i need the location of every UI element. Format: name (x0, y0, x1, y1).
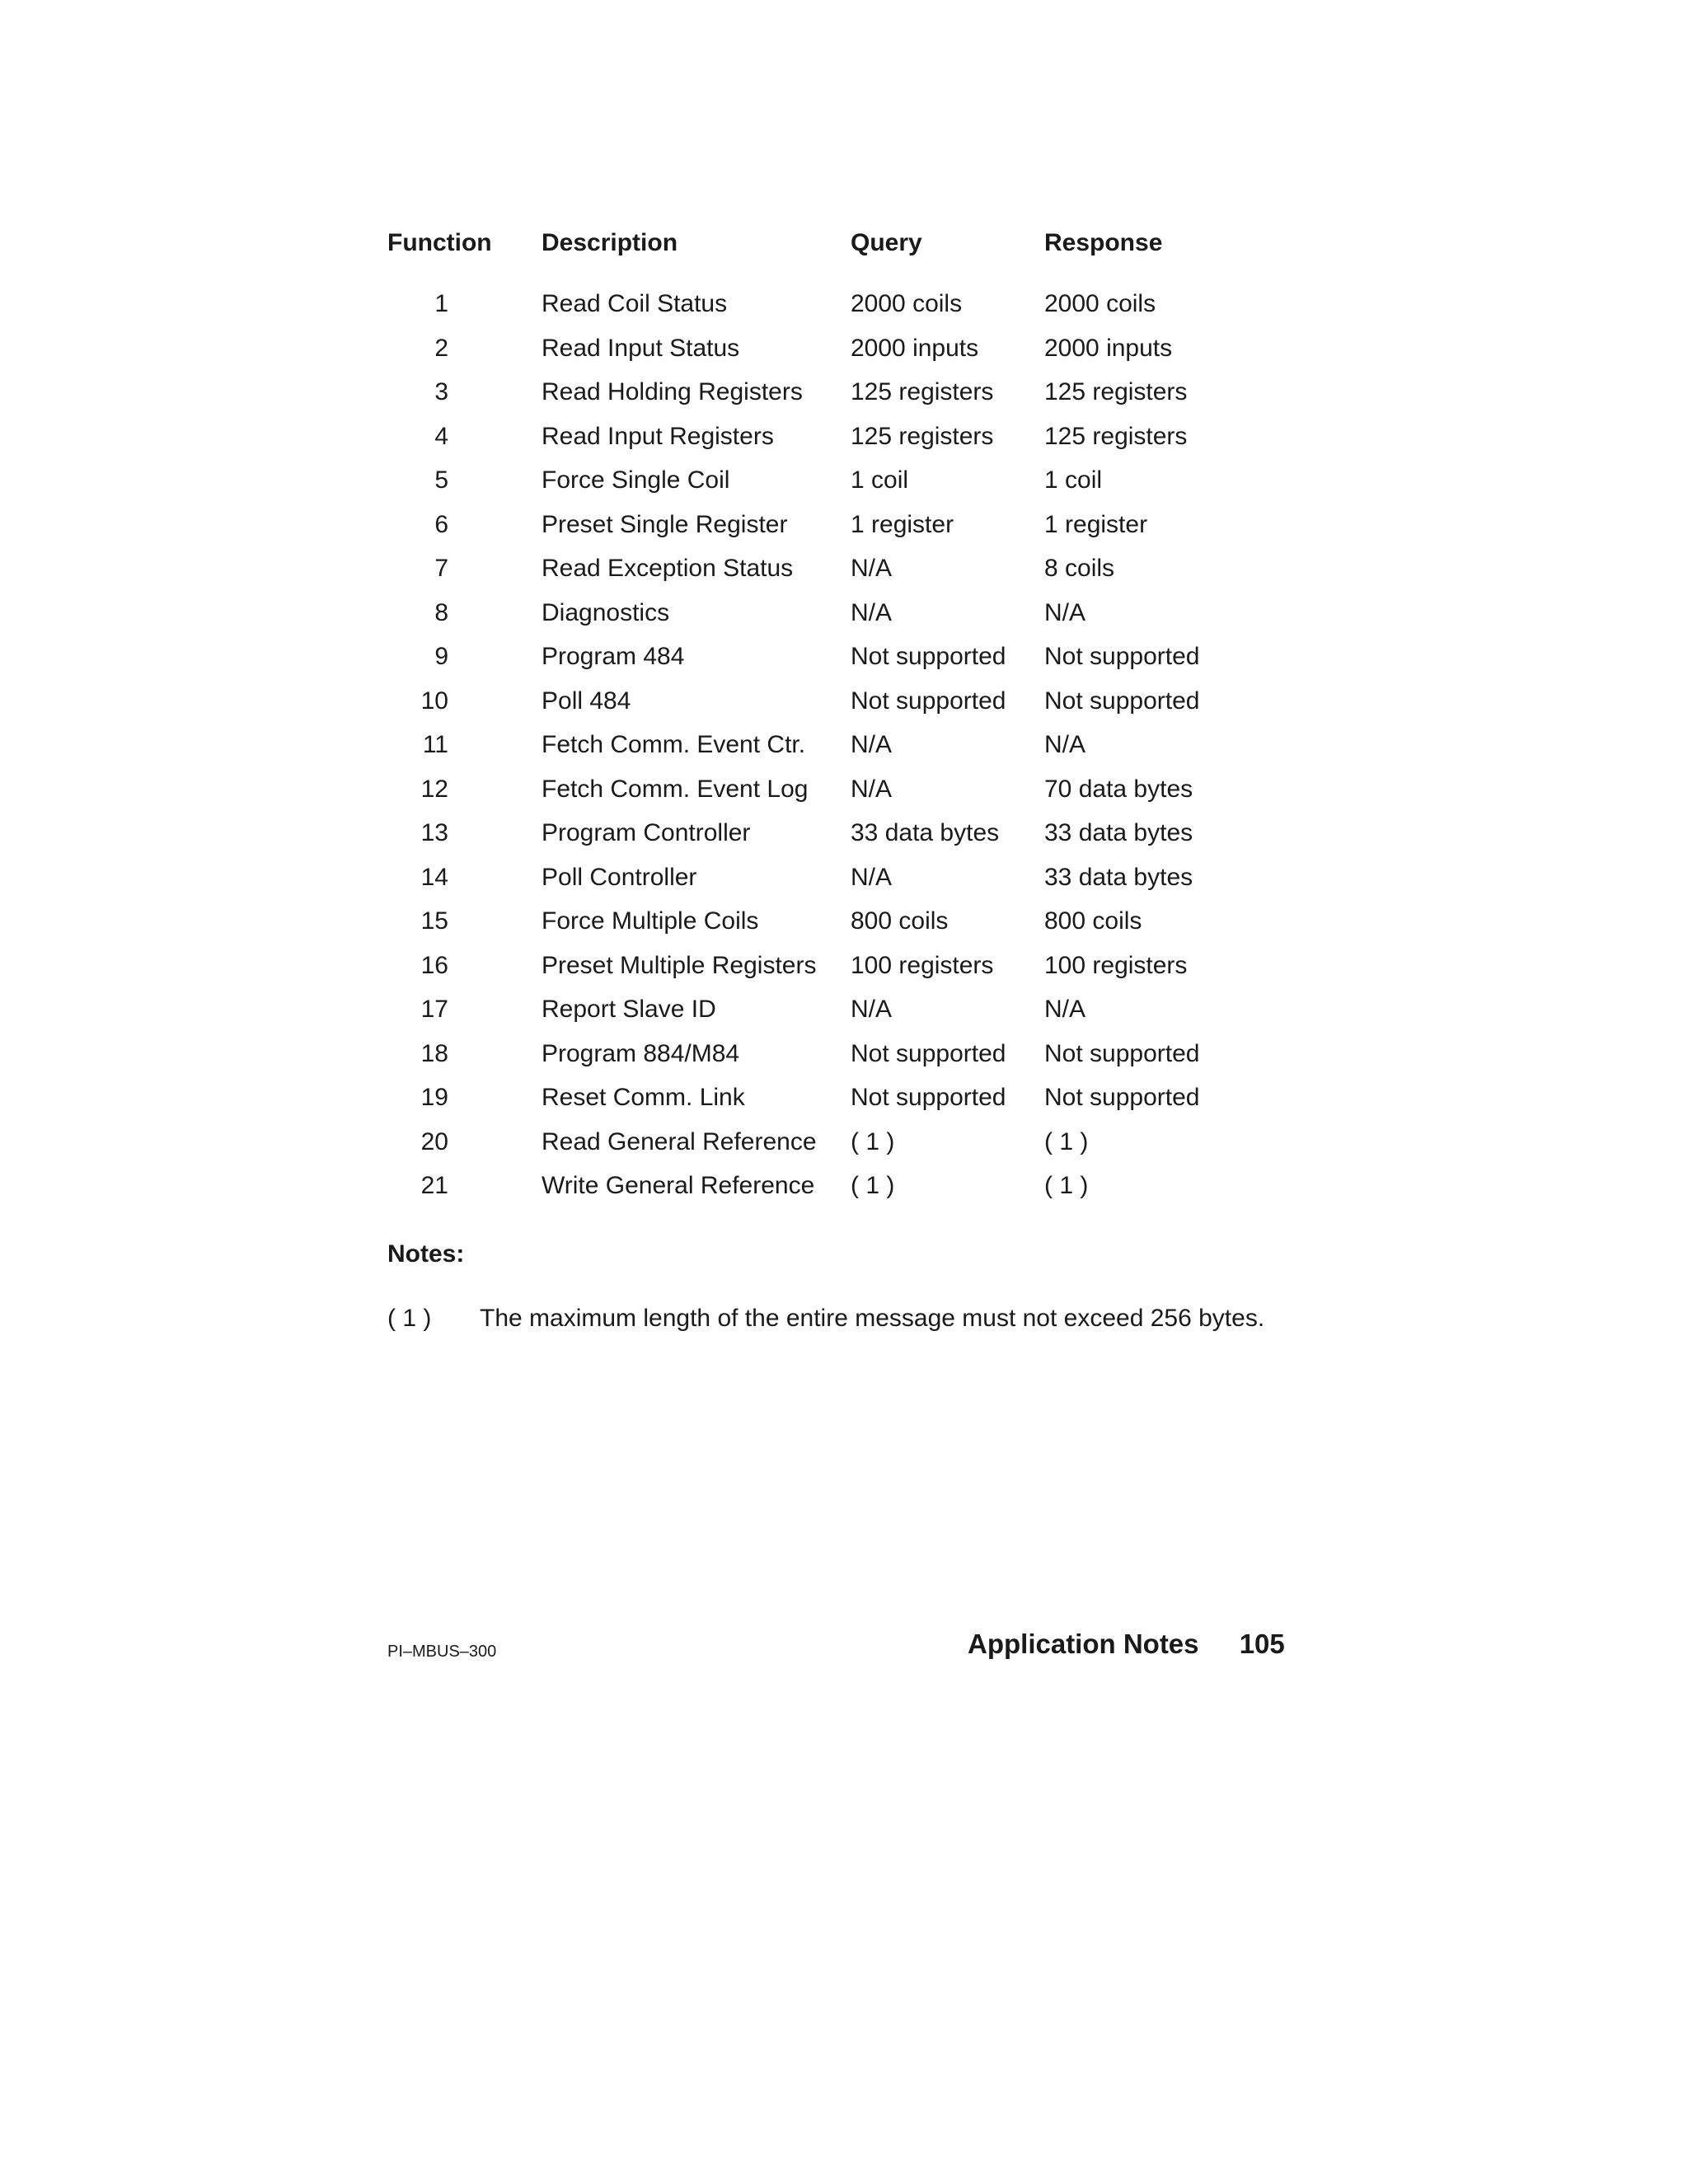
query-cell: 2000 coils (851, 290, 963, 317)
response-cell: 125 registers (1044, 378, 1188, 405)
response-cell: 33 data bytes (1044, 819, 1193, 846)
table-row (0, 996, 1688, 1040)
function-number-cell: 12 (420, 775, 448, 803)
footer-doc-id: PI–MBUS–300 (387, 1643, 497, 1661)
table-row (0, 776, 1688, 820)
query-cell: N/A (851, 555, 893, 582)
function-number-cell: 3 (434, 378, 448, 405)
table-row (0, 731, 1688, 776)
function-number-cell: 16 (420, 951, 448, 979)
description-cell: Read Input Status (542, 334, 740, 362)
query-cell: Not supported (851, 1084, 1006, 1111)
description-cell: Read General Reference (542, 1127, 817, 1155)
table-row (0, 378, 1688, 423)
description-cell: Force Single Coil (542, 466, 730, 494)
function-number-cell: 1 (434, 290, 448, 317)
query-cell: N/A (851, 775, 893, 803)
response-cell: 100 registers (1044, 951, 1188, 979)
response-cell: 2000 inputs (1044, 334, 1173, 362)
table-row (0, 1040, 1688, 1085)
description-cell: Program Controller (542, 819, 751, 846)
response-cell: ( 1 ) (1044, 1172, 1089, 1199)
function-number-cell: 15 (420, 907, 448, 935)
query-cell: Not supported (851, 643, 1006, 670)
table-row (0, 907, 1688, 952)
query-cell: 100 registers (851, 951, 994, 979)
response-cell: 8 coils (1044, 555, 1115, 582)
description-cell: Read Holding Registers (542, 378, 803, 405)
query-cell: 800 coils (851, 907, 949, 935)
response-cell: 1 register (1044, 510, 1148, 538)
query-cell: ( 1 ) (851, 1172, 895, 1199)
query-cell: ( 1 ) (851, 1127, 895, 1155)
description-cell: Preset Single Register (542, 510, 788, 538)
table-row (0, 952, 1688, 996)
description-cell: Program 484 (542, 643, 685, 670)
response-cell: 70 data bytes (1044, 775, 1193, 803)
response-cell: N/A (1044, 996, 1086, 1023)
query-cell: 2000 inputs (851, 334, 979, 362)
footer-section-title: Application Notes (968, 1629, 1199, 1659)
function-table-body (0, 290, 1688, 1216)
function-number-cell: 14 (420, 863, 448, 891)
footer-section-page (968, 1629, 1285, 1660)
query-cell: N/A (851, 731, 893, 758)
query-cell: N/A (851, 996, 893, 1023)
response-cell: N/A (1044, 598, 1086, 626)
table-row (0, 335, 1688, 379)
query-cell: 125 registers (851, 422, 994, 450)
header-description: Description (542, 229, 678, 256)
description-cell: Read Exception Status (542, 555, 794, 582)
function-number-cell: 21 (420, 1172, 448, 1199)
table-row (0, 819, 1688, 864)
query-cell: 1 register (851, 510, 954, 538)
description-cell: Poll Controller (542, 863, 697, 891)
response-cell: 800 coils (1044, 907, 1142, 935)
function-number-cell: 10 (420, 687, 448, 715)
table-row (0, 643, 1688, 687)
query-cell: N/A (851, 598, 893, 626)
response-cell: ( 1 ) (1044, 1127, 1089, 1155)
response-cell: 1 coil (1044, 466, 1103, 494)
table-row (0, 511, 1688, 555)
table-row (0, 466, 1688, 511)
response-cell: 2000 coils (1044, 290, 1156, 317)
table-row (0, 864, 1688, 908)
function-number-cell: 5 (434, 466, 448, 494)
description-cell: Read Coil Status (542, 290, 728, 317)
function-number-cell: 13 (420, 819, 448, 846)
function-number-cell: 6 (434, 510, 448, 538)
note-text: The maximum length of the entire message must not exceed 256 bytes. (480, 1305, 1265, 1332)
query-cell: Not supported (851, 1039, 1006, 1067)
query-cell: Not supported (851, 687, 1006, 715)
response-cell: Not supported (1044, 687, 1200, 715)
function-number-cell: 8 (434, 598, 448, 626)
notes-title: Notes: (387, 1240, 465, 1268)
description-cell: Program 884/M84 (542, 1039, 740, 1067)
description-cell: Report Slave ID (542, 996, 716, 1023)
function-number-cell: 11 (422, 731, 448, 758)
description-cell: Preset Multiple Registers (542, 951, 817, 979)
query-cell: 125 registers (851, 378, 994, 405)
function-number-cell: 19 (420, 1084, 448, 1111)
description-cell: Reset Comm. Link (542, 1084, 745, 1111)
function-number-cell: 9 (434, 643, 448, 670)
query-cell: 1 coil (851, 466, 909, 494)
response-cell: 33 data bytes (1044, 863, 1193, 891)
table-row (0, 555, 1688, 599)
note-marker: ( 1 ) (387, 1305, 432, 1332)
response-cell: N/A (1044, 731, 1086, 758)
function-number-cell: 20 (420, 1127, 448, 1155)
table-row (0, 1084, 1688, 1128)
function-number-cell: 4 (434, 422, 448, 450)
query-cell: 33 data bytes (851, 819, 1000, 846)
description-cell: Read Input Registers (542, 422, 774, 450)
description-cell: Poll 484 (542, 687, 631, 715)
header-query: Query (851, 229, 922, 256)
table-row (0, 687, 1688, 732)
header-function: Function (387, 229, 492, 256)
query-cell: N/A (851, 863, 893, 891)
response-cell: Not supported (1044, 1084, 1200, 1111)
function-number-cell: 17 (420, 996, 448, 1023)
table-header (0, 229, 1688, 262)
response-cell: Not supported (1044, 1039, 1200, 1067)
description-cell: Fetch Comm. Event Ctr. (542, 731, 806, 758)
page-number: 105 (1239, 1629, 1285, 1659)
table-row (0, 423, 1688, 467)
description-cell: Write General Reference (542, 1172, 815, 1199)
description-cell: Diagnostics (542, 598, 670, 626)
table-row (0, 1172, 1688, 1216)
description-cell: Fetch Comm. Event Log (542, 775, 809, 803)
table-row (0, 1128, 1688, 1173)
response-cell: Not supported (1044, 643, 1200, 670)
description-cell: Force Multiple Coils (542, 907, 759, 935)
function-number-cell: 7 (434, 555, 448, 582)
function-number-cell: 18 (420, 1039, 448, 1067)
response-cell: 125 registers (1044, 422, 1188, 450)
function-number-cell: 2 (434, 334, 448, 362)
table-row (0, 290, 1688, 335)
header-response: Response (1044, 229, 1163, 256)
table-row (0, 599, 1688, 644)
